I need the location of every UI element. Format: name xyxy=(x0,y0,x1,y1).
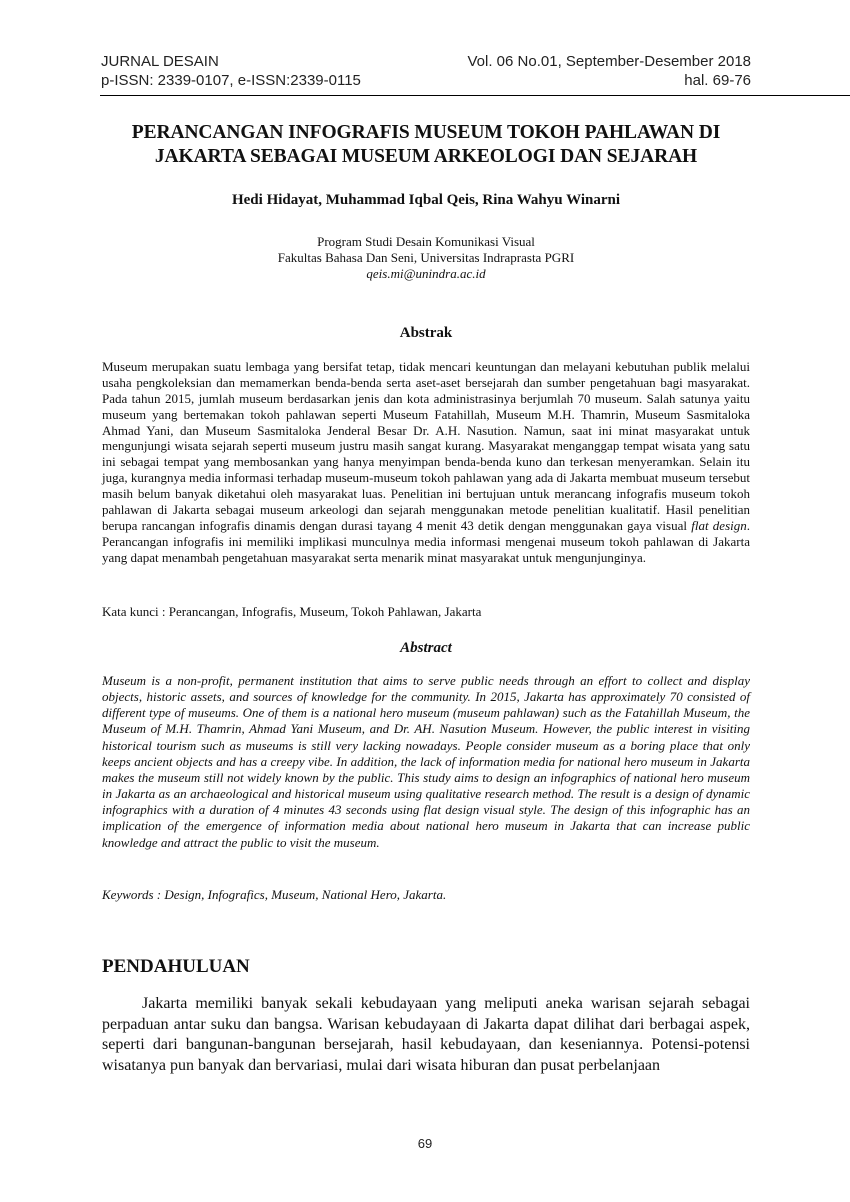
abstrak-body xyxy=(102,359,750,565)
abstrak-text-part-2: . Perancangan infografis ini memiliki implikasi munculnya media informasi mengenai museum tokoh pahlawan di Jakarta yang dapat menambah pengetahuan masyarakat serta menarik minat masyarakat untuk mengunjunginya. xyxy=(102,517,750,565)
intro-paragraph: Jakarta memiliki banyak sekali kebudayaan yang meliputi aneka warisan sejarah sebagai perpaduan antar suku dan bangsa. Warisan kebudayaan di Jakarta dapat dilihat dari berbagai aspek, seperti dari bangunan-bangunan bersejarah, hasil kebudayaan, dan keseniannya. Potensi-potensi wisatanya pun banyak dan bervariasi, mulai dari wisata hiburan dan pusat perbelanjaan xyxy=(102,995,750,1074)
header-right xyxy=(468,52,752,90)
abstrak-text-italic: flat design xyxy=(691,517,747,533)
paper-title xyxy=(101,121,751,169)
page-number: 69 xyxy=(417,1136,433,1151)
running-header xyxy=(101,52,751,92)
abstrak-text-part-1: Museum merupakan suatu lembaga yang bersifat tetap, tidak mencari keuntungan dan melayani kebutuhan publik melalui usaha pengkoleksian dan memamerkan benda-benda serta aset-aset bersejarah dan sumber pengetahuan bagi masyarakat. Pada tahun 2015, jumlah museum berdasarkan jenis dan kota administrasinya berjumlah 70 museum. Salah satunya yaitu museum yang bertemakan tokoh pahlawan seperti Museum Fatahillah, Museum M.H. Thamrin, Museum Sasmitaloka Ahmad Yani, dan Museum Sasmitaloka Jenderal Besar Dr. A.H. Nasution. Namun, saat ini minat masyarakat untuk mengunjungi wisata sejarah seperti museum justru masih sangat kurang. Masyarakat menganggap tempat wisata yang satu ini sebagai tempat yang membosankan yang hanya menyimpan benda-benda kuno dan terkesan menyeramkan. Selain itu juga, kurangnya media informasi terhadap museum-museum tokoh pahlawan yang ada di Jakarta membuat museum tersebut masih belum banyak diketahui oleh masyarakat luas. Penelitian ini bertujuan untuk merancang infografis museum tokoh pahlawan di Jakarta sebagai museum arkeologi dan sejarah menggunakan metode penelitian kualitatif. Hasil penelitian berupa rancangan infografis dinamis dengan durasi tayang 4 menit 43 detik dengan menggunakan gaya visual xyxy=(102,359,751,533)
journal-volume: Vol. 06 No.01, September-Desember 2018 xyxy=(467,53,751,70)
header-divider xyxy=(100,95,850,96)
journal-name: JURNAL DESAIN xyxy=(101,53,219,70)
kata-kunci: Kata kunci : Perancangan, Infografis, Museum, Tokoh Pahlawan, Jakarta xyxy=(102,604,482,619)
journal-issn: p-ISSN: 2339-0107, e-ISSN:2339-0115 xyxy=(101,72,361,89)
author-email[interactable]: qeis.mi@unindra.ac.id xyxy=(366,266,486,281)
author-list: Hedi Hidayat, Muhammad Iqbal Qeis, Rina Wahyu Winarni xyxy=(231,192,620,208)
title-line-2: JAKARTA SEBAGAI MUSEUM ARKEOLOGI DAN SEJARAH xyxy=(154,146,698,167)
affiliation xyxy=(101,234,751,282)
abstract-heading: Abstract xyxy=(400,640,452,656)
keywords: Keywords : Design, Infografics, Museum, National Hero, Jakarta. xyxy=(102,887,447,902)
abstrak-heading: Abstrak xyxy=(399,325,453,341)
page-range: hal. 69-76 xyxy=(684,72,751,89)
abstract-body: Museum is a non-profit, permanent institution that aims to serve public needs through an effort to collect and display objects, historic assets, and sources of knowledge for the community. In 2015, Jakarta has approximately 70 consisted of different type of museums. One of them is a national hero museum (museum pahlawan) such as the Fatahillah Museum, the Museum of M.H. Thamrin, Ahmad Yani Museum, and Dr. AH. Nasution Museum. However, the public interest in visiting historical tourism such as museums is still very lacking nowadays. People consider museum as a boring place that only keeps ancient objects and has a creepy vibe. In addition, the lack of information media for national hero museum in Jakarta makes the museum still not widely known by the public. This study aims to design an infographics of national hero museum in Jakarta as an archaeological and historical museum using qualitative research method. The result is a design of dynamic infographics with a duration of 4 minutes 43 seconds using flat design visual style. The design of this infographic has an implication of the emergence of information media about national hero museum in Jakarta that can increase public knowledge and attract the public to visit the museum. xyxy=(102,673,750,850)
header-left xyxy=(101,52,361,90)
affiliation-program: Program Studi Desain Komunikasi Visual xyxy=(317,234,535,249)
title-line-1: PERANCANGAN INFOGRAFIS MUSEUM TOKOH PAHLAWAN DI xyxy=(131,122,721,143)
section-heading: PENDAHULUAN xyxy=(102,956,250,977)
affiliation-faculty: Fakultas Bahasa Dan Seni, Universitas Indraprasta PGRI xyxy=(277,250,575,265)
